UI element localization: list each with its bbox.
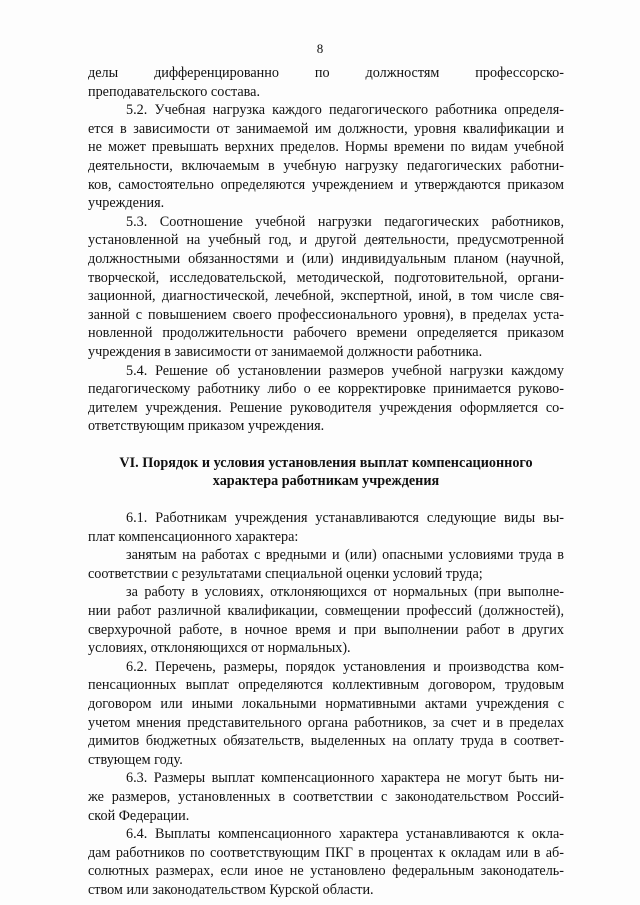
paragraph bbox=[88, 64, 564, 101]
paragraph-line: условиях, отклоняющихся от нормальных). bbox=[88, 640, 351, 657]
paragraph-line: преподавательского состава. bbox=[88, 83, 261, 100]
paragraph-line: новленной продолжительности рабочего времени определяется приказом bbox=[88, 325, 564, 342]
paragraph-line: занной с повышением своего профессионального уровня), в пределах уста- bbox=[88, 306, 564, 323]
paragraph-line: 5.4. Решение об установлении размеров учебной нагрузки каждому bbox=[126, 362, 564, 379]
paragraph-line: 6.1. Работникам учреждения устанавливаются следующие виды вы- bbox=[126, 510, 564, 527]
paragraph-line: ствующем году. bbox=[88, 751, 183, 768]
paragraph-line: 6.4. Выплаты компенсационного характера устанавливаются к окла- bbox=[126, 826, 564, 843]
paragraph bbox=[88, 101, 564, 213]
paragraph bbox=[88, 769, 564, 825]
paragraph-line: 5.2. Учебная нагрузка каждого педагогического работника определя- bbox=[126, 102, 564, 119]
paragraph-line: 5.3. Соотношение учебной нагрузки педагогических работников, bbox=[126, 213, 564, 230]
paragraph-line: договором или иными локальными нормативными актами учреждения с bbox=[88, 696, 564, 712]
paragraph-line: плат компенсационного характера: bbox=[88, 528, 299, 545]
paragraph-line: за работу в условиях, отклоняющихся от нормальных (при выполне- bbox=[126, 584, 564, 601]
paragraph-line: ской Федерации. bbox=[88, 807, 190, 824]
paragraph bbox=[88, 658, 564, 770]
paragraph-line: деятельности, включаемым в учебную нагрузку педагогических работни- bbox=[88, 157, 564, 174]
section-heading-line-2: характера работникам учреждения bbox=[212, 473, 440, 490]
paragraph-line: дам работников по соответствующим ПКГ в процентах к окладам или в аб- bbox=[88, 844, 564, 861]
paragraph-line: делы дифференцированно по должностям профессорско- bbox=[88, 65, 564, 81]
paragraph bbox=[88, 362, 564, 436]
paragraph-line: ется в зависимости от занимаемой им должности, уровня квалификации и bbox=[88, 120, 564, 137]
document-body bbox=[88, 64, 564, 900]
paragraph-line: творческой, исследовательской, методической, подготовительной, органи- bbox=[88, 269, 564, 286]
section-heading-line-1: VI. Порядок и условия установления выплат компенсационного bbox=[119, 454, 533, 471]
paragraph-line: ответствующим приказом учреждения. bbox=[88, 418, 325, 435]
paragraph bbox=[88, 546, 564, 583]
paragraph-line: ством или законодательством Курской области. bbox=[88, 881, 374, 898]
paragraph-line: нии работ различной квалификации, совмещении профессий (должностей), bbox=[88, 603, 564, 620]
paragraph bbox=[88, 825, 564, 899]
paragraph-line: должностными обязанностями и (или) индивидуальным планом (научной, bbox=[88, 250, 564, 267]
section-5-continuation bbox=[88, 64, 564, 436]
paragraph-line: же размеров, установленных в соответствии с законодательством Россий- bbox=[88, 788, 564, 805]
paragraph-line: димитов бюджетных обязательств, выделенных на оплату труда в соответ- bbox=[88, 733, 564, 750]
paragraph bbox=[88, 213, 564, 362]
paragraph-line: дителем учреждения. Решение руководителя учреждения оформляется со- bbox=[88, 399, 564, 416]
paragraph-line: учреждения в зависимости от занимаемой должности работника. bbox=[88, 343, 483, 360]
paragraph-line: соответствии с результатами специальной оценки условий труда; bbox=[88, 565, 483, 582]
paragraph-line: 6.2. Перечень, размеры, порядок установления и производства ком- bbox=[126, 658, 564, 675]
paragraph-line: зационной, диагностической, лечебной, экспертной, иной, в том числе свя- bbox=[88, 288, 564, 305]
paragraph-line: занятым на работах с вредными и (или) опасными условиями труда в bbox=[126, 547, 564, 564]
paragraph-line: учреждения. bbox=[88, 195, 165, 212]
paragraph-line: не может превышать верхних пределов. Нормы времени по видам учебной bbox=[88, 139, 564, 156]
paragraph-line: учетом мнения представительного органа работников, за счет и в пределах bbox=[88, 714, 564, 731]
page-number: 8 bbox=[316, 41, 324, 56]
section-6-body bbox=[88, 509, 564, 899]
paragraph-line: солютных размерах, если иное не установлено федеральным законодатель- bbox=[88, 863, 564, 880]
paragraph-line: 6.3. Размеры выплат компенсационного характера не могут быть ни- bbox=[126, 770, 564, 787]
paragraph bbox=[88, 583, 564, 657]
paragraph-line: педагогическому работнику либо о ее корректировке принимается руково- bbox=[88, 381, 564, 398]
paragraph-line: установленной на учебный год, и другой деятельности, предусмотренной bbox=[88, 232, 564, 249]
paragraph-line: пенсационных выплат определяются коллективным договором, трудовым bbox=[88, 677, 564, 694]
section-heading bbox=[88, 454, 564, 491]
paragraph bbox=[88, 509, 564, 546]
paragraph-line: сверхурочной работе, в ночное время и при выполнении работ в других bbox=[88, 621, 564, 638]
paragraph-line: ков, самостоятельно определяются учреждением и утверждаются приказом bbox=[88, 176, 564, 193]
